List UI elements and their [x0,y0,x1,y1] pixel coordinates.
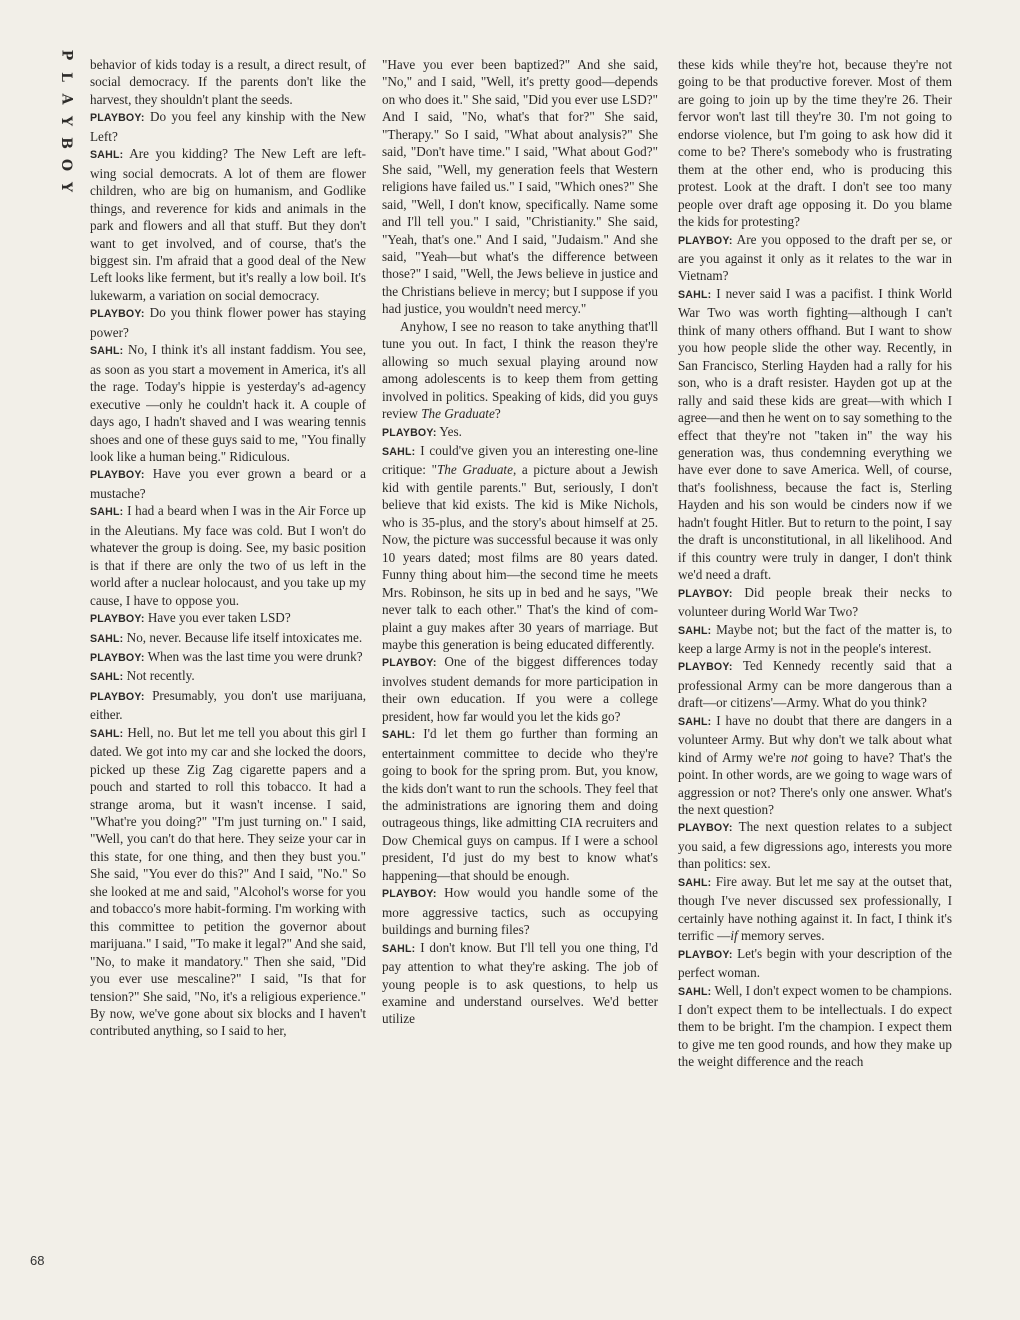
paragraph [382,725,658,884]
paragraph-text: these kids while they're hot, because they're not going to be that productive forever. Most of them are going to join up by the time they're 26. Their fervor won't last till they're 30. I'm not going to endorse violence, but I'm going to ask how did it come to be? There's somebody who is frustrating them at the other end, who is producing this protest. Look at the draft. I don't see too many people over draft age opposing it. Do you blame the kids for protesting? [678,57,952,230]
paragraph [90,108,366,145]
speaker-label: PLAYBOY: [90,112,145,125]
paragraph-text: Are you kidding? The New Left are left-wing social democrats. A lot of them are flower children, who are big on humanism, and Godlike things, and reverence for kids and animals in the park and flowers and all that stuff. But they don't want to get involved, and of course, that's the biggest sin. I'm afraid that a good deal of the New Left looks like ferment, but it's really a low boil. It's lukewarm, a variation on social democracy. [90,146,367,303]
paragraph-text: behavior of kids today is a result, a direct result, of social democracy. If the parents don't like the harvest, they shouldn't plant the seeds. [90,57,366,107]
speaker-label: PLAYBOY: [90,308,145,321]
column-2 [382,56,658,1028]
paragraph-text: I'd let them go further than forming an entertainment committee to decide who they're going to book for the spring prom. But, you know, the kids don't want to run the schools. They feel that the administrations are ignoring them and doing outrageous things, like admitting CIA recruiters and Dow Chemical guys on campus. If I were a school president, I'd just do my best to know what's happening—that should be enough. [382,726,658,883]
speaker-label: PLAYBOY: [382,426,437,439]
paragraph [382,56,658,318]
paragraph-text: I don't know. But I'll tell you one thing, I'd pay attention to what they're asking. The job of young people is to ask questions, to help us examine and understand ourselves. We'd better utilize [382,939,658,1027]
speaker-label: SAHL: [90,345,124,358]
speaker-label: SAHL: [90,671,124,684]
paragraph-text: Not recently. [126,668,195,684]
speaker-label: PLAYBOY: [90,469,145,482]
paragraph [90,667,366,686]
paragraph [90,341,366,465]
speaker-label: PLAYBOY: [678,661,733,674]
paragraph-text: Let's begin with your description of the perfect woman. [678,945,952,981]
paragraph [678,584,952,621]
paragraph-text: Have you ever taken LSD? [147,610,291,626]
paragraph [678,873,952,945]
paragraph [678,945,952,982]
speaker-label: SAHL: [382,445,416,458]
masthead-letter: A [58,93,74,105]
speaker-label: PLAYBOY: [90,613,145,626]
speaker-label: SAHL: [382,942,416,955]
speaker-label: PLAYBOY: [90,690,145,703]
masthead-letter: O [57,158,74,172]
speaker-label: SAHL: [678,715,712,728]
paragraph-text: Ted Kennedy recently said that a professional Army can be more dangerous than a draft—or citizens'—Army. What do you think? [678,658,953,711]
paragraph-text: Maybe not; but the fact of the matter is, to keep a large Army is not in the people's interest. [678,621,952,656]
column-3 [678,56,952,1071]
speaker-label: PLAYBOY: [678,822,733,835]
speaker-label: PLAYBOY: [382,888,437,901]
paragraph-text: "Have you ever been baptized?" And she said, "No," and I said, "Well, it's pretty good—depends on who does it." She said, "Did you ever use LSD?" And I said, "No, what's that for?" She said, "Therapy." So I said, "What about analysis?" She said, "Don't have time." I said, "What about God?" She said, "Well, my generation feels that Western religions have failed us." I said, "Which ones?" She said, "Well, I don't know, specifically. Name some and I'll tell you." I said, "Christianity." She said, "Yeah, that's one." And I said, "Judaism." And she said, "Yeah—but what's the difference between those?" I said, "Well, the Jews believe in justice and the Christians believe in mercy; but I suppose if you had justice, you wouldn't need mercy." [382,57,658,317]
paragraph [382,653,658,725]
speaker-label: SAHL: [678,985,712,998]
paragraph [90,304,366,341]
paragraph [678,231,952,285]
paragraph [90,609,366,628]
paragraph-text: Well, I don't expect women to be champions. I don't expect them to be intellectuals. I do expect them to be bright. I'm the champion. I expect them to give me ten good rounds, and how they make up the weight difference and the reach [678,982,952,1070]
paragraph [90,687,366,724]
masthead-letter: L [58,72,74,82]
paragraph-text: No, I think it's all instant faddism. You see, as soon as you start a movement in America, it's all the rage. Today's hippie is yesterday's ad-agency executive —only he couldn't hack it. A couple of days ago, I hadn't shaved and I was wearing tennis shoes and one of these guys said to me, "You finally look like a human being." Ridiculous. [90,342,366,464]
paragraph-text: One of the biggest differences today involves student demands for more participation in their own education. If you were a college president, how far would you let the kids go? [382,654,659,724]
paragraph [382,318,658,423]
paragraph-text: The next question relates to a subject you said, a few digressions ago, interests you more than politics: sex. [678,819,952,872]
paragraph [678,56,952,231]
paragraph-text: Have you ever grown a beard or a mustache? [90,466,366,501]
paragraph-text: Presumably, you don't use marijuana, either. [90,687,366,723]
paragraph [90,648,366,667]
paragraph [90,502,366,609]
masthead-letter: B [58,137,74,149]
speaker-label: SAHL: [90,727,124,740]
masthead-vertical [56,44,76,198]
speaker-label: SAHL: [382,729,416,742]
paragraph [90,56,366,108]
paragraph-text: Do you feel any kinship with the New Left? [90,109,367,144]
paragraph [678,818,952,872]
speaker-label: SAHL: [90,632,124,645]
paragraph [90,465,366,502]
speaker-label: SAHL: [90,506,124,519]
masthead-letter: Y [58,182,74,192]
paragraph [678,712,952,819]
paragraph-text: Did people break their necks to volunteer during World War Two? [678,584,953,620]
paragraph-text: Fire away. But let me say at the outset that, though I've never discussed sex professionally, I certainly have nothing against it. In fact, I think it's terrific —if memory serves. [678,873,953,944]
speaker-label: SAHL: [678,876,712,889]
paragraph [678,982,952,1071]
paragraph [382,423,658,442]
speaker-label: PLAYBOY: [90,651,145,664]
paragraph [382,939,658,1028]
paragraph-text: Do you think flower power has staying power? [90,305,367,340]
masthead-letter: P [58,49,74,61]
paragraph-text: I have no doubt that there are dangers in a volunteer Army. But why don't we talk about what kind of Army we're not going to have? That's the point. In other words, are we going to wage wars of aggression or not? There's only one answer. What's the next question? [678,712,953,818]
paragraph-text: I could've given you an interesting one-line critique: "The Graduate, a picture about a Jewish kid with gentile parents." But, seriously, I don't believe that kid exists. The kid is Mike Nichols, who is 35-plus, and the story's about himself at 25. Now, the picture was successful because it was only 10 years dated; most films are 80 years dated. Funny thing about him—the second time he meets Mrs. Robinson, he sits up in bed and he says, "We never talk to each other." That's the kind of complaint a guy makes after 30 years of marriage. But maybe this generation is being educated differently. [382,442,659,652]
paragraph-text: When was the last time you were drunk? [147,648,363,664]
paragraph [90,145,366,304]
paragraph-text: Hell, no. But let me tell you about this girl I dated. We got into my car and she locked the doors, picked up these Zig Zag cigarette papers and a pouch and started to roll this tobacco. It had a strange aroma, but it wasn't incense. I said, "What're you doing?" "I'm just turning on." I said, "Well, you can't do that here. They seize your car in this state, for one thing, and then they bust you." She said, "You ever do this?" And I said, "No." So she looked at me and said, "Alcohol's worse for you and tobacco's more habit-forming. I'm working with this committee to petition the governor about marijuana." I said, "To make it legal?" And she said, "No, to make it mandatory." Then she said, "Did you ever use mescaline?" I said, "Is that for tension?" She said, "No, it's a religious experience." By now, we've gone about six blocks and I haven't contributed anything, so I said to her, [90,724,367,1039]
paragraph [90,629,366,648]
paragraph [382,884,658,938]
speaker-label: SAHL: [678,288,712,301]
masthead-letter: Y [58,116,74,126]
paragraph [678,621,952,658]
paragraph-text: Are you opposed to the draft per se, or are you against it only as it relates to the war in Vietnam? [678,231,953,284]
speaker-label: PLAYBOY: [678,948,733,961]
paragraph-text: Yes. [439,423,462,439]
paragraph-text: I never said I was a pacifist. I think World War Two was worth fighting—although I can't think of many others offhand. But I want to show you how people slide the other way. Recently, in San Francisco, Sterling Hayden had a rally for his son, who is a draft resister. Hayden got up at the rally and said these kids are great—with which I agree—and then he went on to say something to the effect that they're not "taken in" the way his generation was, thus condemning everything we have ever done to save America. Well, of course, that's foolishness, because the fact is, Sterling Hayden and his son would be cinders now if we hadn't fought Hitler. But to return to the point, I say the draft is unconstitutional, in all likelihood. And if this country were truly in danger, I don't think we'd need a draft. [678,285,953,583]
speaker-label: PLAYBOY: [678,234,733,247]
speaker-label: PLAYBOY: [382,657,437,670]
speaker-label: PLAYBOY: [678,587,733,600]
paragraph-text: No, never. Because life itself intoxicates me. [126,629,363,645]
page-number: 68 [30,1253,45,1268]
paragraph [382,442,658,653]
paragraph-text: Anyhow, I see no reason to take anything that'll tune you out. In fact, I think the reason they're allowing so much sexual playing around now among adolescents is to keep them from getting involved in politics. Speaking of kids, did you guys review The Graduate? [382,318,658,422]
paragraph-text: I had a beard when I was in the Air Force up in the Aleutians. My face was cold. But I won't do whatever the group is doing. See, my basic position is that if there are only the two of us left in the world after a nuclear holocaust, and you take up my cause, I have to oppose you. [90,503,367,608]
speaker-label: SAHL: [90,149,124,162]
paragraph-text: How would you handle some of the more aggressive tactics, such as occupying buildings and burning files? [382,885,658,938]
paragraph [678,657,952,711]
paragraph [90,724,366,1040]
column-1 [90,56,366,1040]
speaker-label: SAHL: [678,624,712,637]
paragraph [678,285,952,584]
